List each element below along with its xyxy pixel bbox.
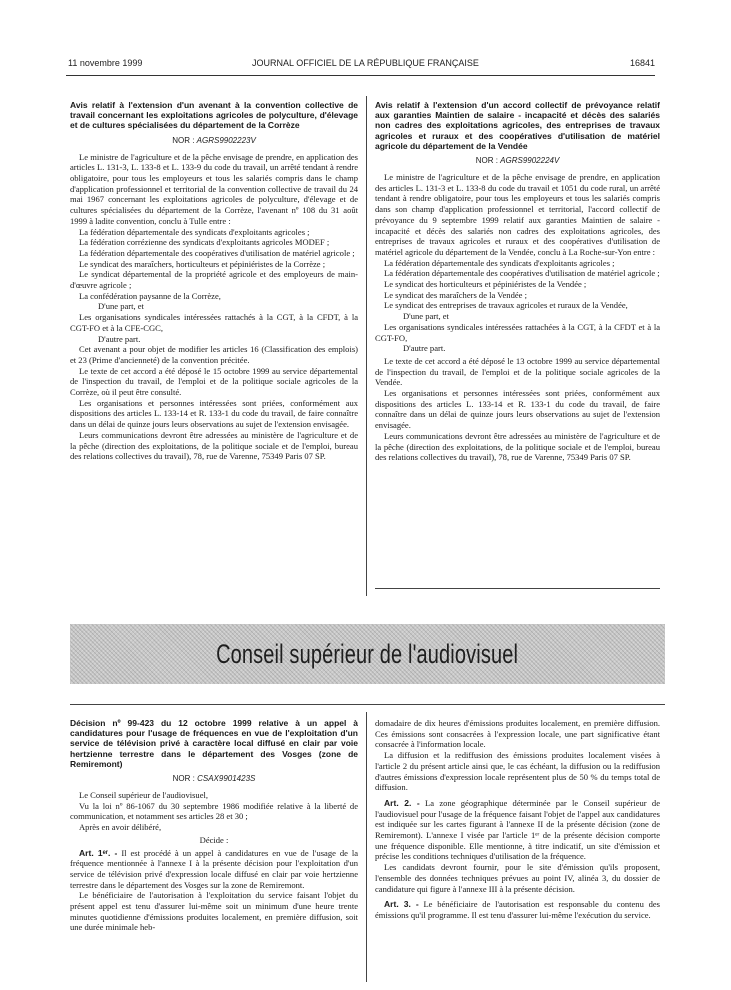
header-title: JOURNAL OFFICIEL DE LA RÉPUBLIQUE FRANÇAISE (252, 58, 479, 68)
right-notice-nor (375, 156, 660, 165)
article-3-label: Art. 3. - (384, 899, 419, 910)
article-1-para-3: La diffusion et la rediffusion des émissions produites localement visées à l'article 2 du présent article ainsi que, le cas échéant, la diffusion ou la rediffusion d'autres émissions d'expression locale représentent plus de 50 % du temps total de diffusion. (375, 750, 660, 793)
nor-label: NOR : (172, 135, 195, 145)
left-notice-title: Avis relatif à l'extension d'un avenant à la convention collective de travail concernant les exploitations agricoles de polyculture, d'élevage et de cultures spécialisées du département de la Corrèze (70, 100, 358, 131)
nor-code: CSAX9901423S (197, 774, 256, 784)
left-para-3: La fédération départementale des coopératives d'utilisation de matériel agricole ; (79, 247, 355, 258)
header-date: 11 novembre 1999 (68, 58, 143, 68)
left-notice-nor (70, 136, 358, 145)
article-3 (375, 899, 660, 920)
nor-code: AGRS9902223V (196, 135, 256, 145)
header-page-number: 16841 (629, 58, 655, 68)
right-para-9: Le texte de cet accord a été déposé le 13 octobre 1999 au service départemental de l'inspection du travail, de l'emploi et de la politique sociale agricoles de la Vendée. (375, 355, 660, 388)
right-notice-title: Avis relatif à l'extension d'un accord collectif de prévoyance relatif aux garanties Maintien de salaire - incapacité et décès des salariés non cadres des exploitations agricoles, des entreprises de travaux agricoles et ruraux et des coopératives d'utilisation de matériel agricole du département de la Vendée (375, 100, 660, 151)
decision-nor (70, 774, 358, 783)
right-para-3: Le syndicat des horticulteurs et pépiniéristes de la Vendée ; (384, 279, 587, 290)
right-notice (375, 100, 660, 463)
left-para-7: D'une part, et (98, 301, 144, 312)
left-para-12: Les organisations et personnes intéressées sont priées, conformément aux dispositions des articles L. 133-14 et R. 133-1 du code du travail, de faire connaître dans un délai de quinze jours leurs observations au sujet de l'extension envisagée. (70, 397, 358, 430)
decision-intro-1: Le Conseil supérieur de l'audiovisuel, (79, 790, 209, 801)
decision-left-column (70, 718, 358, 933)
left-para-10: Cet avenant a pour objet de modifier les articles 16 (Classification des emplois) et 23 (Prime d'ancienneté) de la convention précitée. (70, 344, 358, 365)
decision-intro-2: Vu la loi nº 86-1067 du 30 septembre 1986 modifiée relative à la liberté de communication, et notamment ses articles 28 et 30 ; (70, 800, 358, 822)
left-para-9: D'autre part. (98, 333, 141, 344)
column-divider-top (366, 96, 367, 596)
left-para-11: Le texte de cet accord a été déposé le 15 octobre 1999 au service départemental de l'inspection du travail, de l'emploi et de la politique sociale agricoles de la Corrèze, où il peut être consulté. (70, 365, 358, 398)
right-para-7: Les organisations syndicales intéressées rattachées à la CGT, à la CFDT et à la CGT-FO, (375, 321, 660, 343)
column-divider-bottom (366, 712, 367, 982)
section-rule (70, 704, 665, 705)
left-para-0: Le ministre de l'agriculture et de la pêche envisage de prendre, en application des articles L. 131-3, L. 133-8 et L. 133-9 du code du travail, un arrêté tendant à rendre obligatoire, pour tous les employeurs et tous les salariés compris dans le champ d'application professionnel et territorial de la convention collective de travail du 24 mai 1967 concernant les exploitations agricoles de polyculture, d'élevage et de cultures spécialisées du département de la Corrèze, l'avenant nº 108 du 31 août 1999 à ladite convention, conclu à Tulle entre : (70, 151, 358, 226)
left-para-1: La fédération départementale des syndicats d'exploitants agricoles ; (79, 226, 310, 237)
right-para-6: D'une part, et (403, 311, 449, 322)
article-2-label: Art. 2. - (384, 797, 420, 808)
nor-label: NOR : (475, 156, 498, 166)
header-rule (66, 75, 655, 76)
decision-intro-3: Après en avoir délibéré, (79, 822, 162, 833)
right-para-4: Le syndicat des maraîchers de la Vendée ; (384, 289, 527, 300)
left-para-5: Le syndicat départemental de la propriété agricole et des employeurs de main-d'œuvre agricole ; (70, 269, 358, 291)
decision-decide: Décide : (199, 834, 229, 845)
left-notice (70, 100, 358, 462)
article-3-text: Le bénéficiaire de l'autorisation est responsable du contenu des émissions qu'il programme. Il est tenu d'assurer lui-même l'exécution du service. (375, 899, 661, 920)
left-para-2: La fédération corrézienne des syndicats d'exploitants agricoles MODEF ; (79, 237, 330, 248)
article-1-label: Art. 1ᵉʳ. - (79, 847, 118, 858)
left-para-8: Les organisations syndicales intéressées rattachés à la CGT, à la CFDT, à la CGT-FO et à la CFE-CGC, (70, 312, 358, 333)
right-para-11: Leurs communications devront être adressées au ministère de l'agriculture et de la pêche (direction des exploitations, de la politique sociale et de l'emploi, bureau des relations collectives du travail), 78, rue de Varenne, 75349 Paris 07 SP. (375, 430, 660, 463)
article-1-continued: domadaire de dix heures d'émissions produites localement, en première diffusion. Ces émissions sont consacrées à l'expression locale, une part significative étant consacrée à l'information locale. (375, 718, 660, 750)
article-1-text: Il est procédé à un appel à candidatures en vue de l'usage de la fréquence mentionnée à l'annexe I à la présente décision pour l'exploitation d'un service de télévision privé d'expression locale diffusé en clair par voie hertzienne terrestre dans le département des Vosges sur la zone de Remiremont. (70, 847, 359, 890)
right-para-1: La fédération départementale des syndicats d'exploitants agricoles ; (384, 257, 615, 268)
article-2-text: La zone géographique déterminée par le Conseil supérieur de l'audiovisuel pour l'usage de la fréquence faisant l'objet de l'appel aux candidatures est indiquée sur les cartes figurant à l'annexe II de la présente décision (zone de Remiremont). L'annexe I visée par l'article 1ᵉʳ de la présente décision comporte une fréquence disponible. Elle mentionne, à titre indicatif, un site d'émission et précise les conditions techniques d'utilisation de la fréquence. (375, 797, 661, 862)
right-para-2: La fédération départementale des coopératives d'utilisation de matériel agricole ; (384, 268, 660, 279)
article-2-para-2: Les candidats devront fournir, pour le site d'émission qu'ils proposent, l'ensemble des données techniques prévues au point IV, alinéa 3, du dossier de candidature qui figure à l'annexe III à la présente décision. (375, 862, 660, 894)
right-para-5: Le syndicat des entreprises de travaux agricoles et ruraux de la Vendée, (384, 300, 628, 311)
right-para-0: Le ministre de l'agriculture et de la pêche envisage de prendre, en application des articles L. 131-3 et L. 133-8 du code du travail et 1051 du code rural, un arrêté tendant à rendre obligatoire, pour tous les employeurs et tous les salariés compris dans son champ d'application professionnel et territorial, l'accord collectif de prévoyance du 9 septembre 1999 relatif aux garanties Maintien de salaire - incapacité et décès des salariés non cadres des exploitations agricoles, des entreprises de travaux agricoles et ruraux et des coopératives d'utilisation de matériel agricole du département de la Vendée, conclu à La Roche-sur-Yon entre : (375, 172, 660, 257)
decision-title: Décision nº 99-423 du 12 octobre 1999 relative à un appel à candidatures pour l'usage de fréquences en vue de l'exploitation d'un service de télévision privé à caractère local diffusé en clair par voie hertzienne terrestre dans le département des Vosges (zone de Remiremont) (70, 718, 358, 769)
section-banner (70, 624, 665, 684)
right-para-8: D'autre part. (403, 343, 446, 354)
section-banner-title: Conseil supérieur de l'audiovisuel (216, 638, 519, 669)
left-para-13: Leurs communications devront être adressées au ministère de l'agriculture et de la pêche (direction des exploitations, de la politique sociale et de l'emploi, bureau des relations collectives du travail), 78, rue de Varenne, 75349 Paris 07 SP. (70, 429, 358, 462)
nor-code: AGRS9902224V (500, 156, 560, 166)
article-1 (70, 848, 358, 891)
left-para-6: La confédération paysanne de la Corrèze, (79, 290, 221, 301)
article-2 (375, 798, 660, 862)
decision-right-column (375, 718, 660, 921)
article-1-para-2: Le bénéficiaire de l'autorisation à l'exploitation du service faisant l'objet du présent appel est tenu d'assurer lui-même soit un minimum d'une heure trente minutes quotidienne d'émissions produites localement, en première diffusion, soit une durée minimale heb- (70, 890, 358, 933)
right-para-10: Les organisations et personnes intéressées sont priées, conformément aux dispositions des articles L. 133-14 et R. 133-1 du code du travail, de faire connaître dans un délai de quinze jours leurs observations au sujet de l'extension envisagée. (375, 388, 660, 431)
left-para-4: Le syndicat des maraîchers, horticulteurs et pépiniéristes de la Corrèze ; (79, 258, 326, 269)
nor-label: NOR : (172, 774, 195, 784)
notice-end-rule (375, 588, 660, 589)
